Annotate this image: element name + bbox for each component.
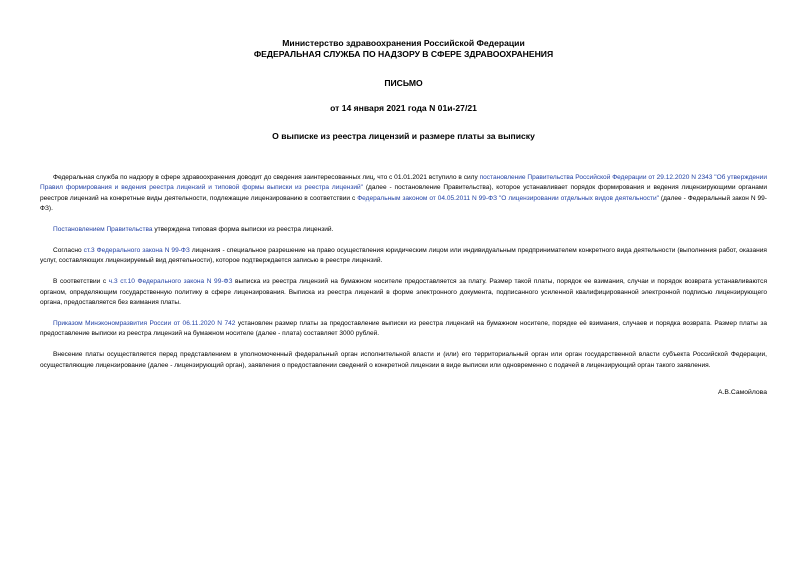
- document-header: [40, 38, 767, 60]
- document-body: [40, 173, 767, 371]
- paragraph-text: установлен размер платы за предоставление выписки из реестра лицензий на бумажном носителе, порядке её взимания, случаев и порядка возврата. Размер платы за предоставление выписки из реестра лицензий на бумажном носителе (далее - плата) составляет 3000 рублей.: [40, 320, 767, 338]
- paragraph-text: (далее - Федеральный закон N 99-ФЗ).: [40, 194, 767, 213]
- paragraph-2: [40, 225, 767, 235]
- ministry-name: Министерство здравоохранения Российской Федерации: [282, 38, 525, 48]
- paragraph-text: Согласно: [53, 247, 84, 255]
- paragraph-text: утверждена типовая форма выписки из реестра лицензий.: [152, 226, 334, 234]
- paragraph-3: [40, 246, 767, 267]
- document-date: от 14 января 2021 года N 01и-27/21: [330, 103, 477, 113]
- link-government-decree-2343[interactable]: постановление Правительства Российской Федерации от 29.12.2020 N 2343 "Об утверждении Правил формирования и ведения реестра лицензий и типовой формы выписки из реестра лицензий": [40, 174, 767, 192]
- paragraph-text: (далее - постановление Правительства), которое устанавливает порядок формирования и ведения лицензирующими органами реестров лицензий на конкретные виды деятельности, подлежащие лицензированию в соответствии с: [40, 184, 767, 202]
- signature: А.В.Самойлова: [718, 389, 767, 396]
- link-federal-law-99[interactable]: Федеральным законом от 04.05.2011 N 99-ФЗ "О лицензировании отдельных видов деятельности": [357, 194, 659, 202]
- paragraph-text: лицензия - специальное разрешение на право осуществления юридическим лицом или индивидуальным предпринимателем конкретного вида деятельности (выполнения работ, оказания услуг, составляющих лицензируемый вид деятельности), которое подтверждается записью в реестре лицензий.: [40, 247, 767, 265]
- link-article-10[interactable]: ч.3 ст.10 Федерального закона N 99-ФЗ: [108, 278, 233, 286]
- paragraph-text: Внесение платы осуществляется перед представлением в уполномоченный федеральный орган исполнительной власти и (или) его территориальный орган или орган государственной власти субъекта Российской Федерации, осуществляющие лицензирование (далее - лицензирующий орган), заявления о предоставлении сведений о конкретной лицензии в виде выписки или одновременно с подачей в лицензирующий орган такого заявления.: [40, 351, 767, 369]
- paragraph-6: [40, 350, 767, 371]
- link-article-3[interactable]: ст.3 Федерального закона N 99-ФЗ: [83, 247, 190, 255]
- paragraph-1: [40, 173, 767, 215]
- paragraph-text: Федеральная служба по надзору в сфере здравоохранения доводит до сведения заинтересованных лиц, что с 01.01.2021 вступило в силу: [53, 174, 480, 181]
- document-title: О выписке из реестра лицензий и размере платы за выписку: [272, 131, 535, 141]
- service-name: ФЕДЕРАЛЬНАЯ СЛУЖБА ПО НАДЗОРУ В СФЕРЕ ЗДРАВООХРАНЕНИЯ: [253, 49, 554, 59]
- document-type: ПИСЬМО: [384, 78, 423, 88]
- paragraph-5: [40, 319, 767, 340]
- paragraph-text: выписка из реестра лицензий на бумажном носителе предоставляется за плату. Размер такой платы, порядок ее взимания, случаи и порядок возврата устанавливаются органом, определяющим государственную политику в сфере лицензирования. Выписка из реестра лицензий в форме электронного документа, подписанного усиленной квалифицированной электронной подписью лицензирующего органа, предоставляется без взимания платы.: [40, 278, 767, 307]
- link-government-decree[interactable]: Постановлением Правительства: [53, 226, 153, 234]
- link-order-742[interactable]: Приказом Минэкономразвития России от 06.11.2020 N 742: [53, 320, 236, 328]
- paragraph-text: В соответствии с: [53, 278, 109, 286]
- paragraph-4: [40, 277, 767, 308]
